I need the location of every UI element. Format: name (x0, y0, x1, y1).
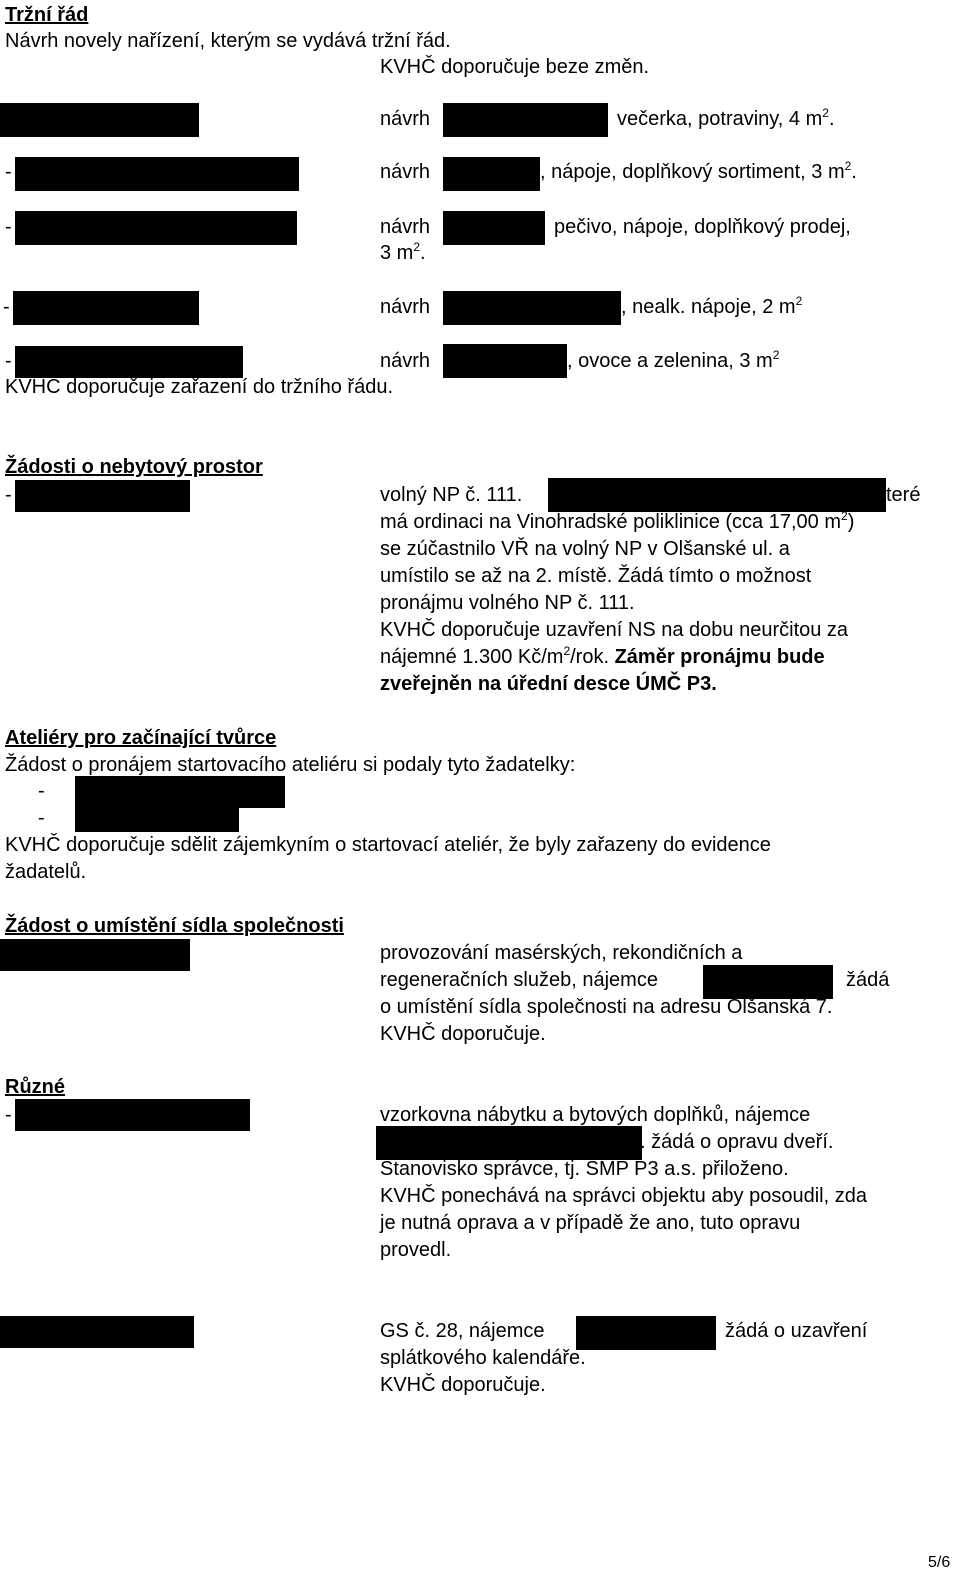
nebytovy-line-1: má ordinaci na Vinohradské poliklinice (cca 17,00 $m^2$) (380, 509, 855, 533)
dash: - (5, 484, 12, 506)
nebytovy-line-6: nájemné 1.300 $Kč/m^2$/rok. Záměr pronájmu bude (380, 644, 825, 668)
ateliery-recommendation-2: žadatelů. (5, 861, 87, 883)
nebytovy-line-3: umístilo se až na 2. místě. Žádá tímto o možnost (380, 565, 812, 587)
redaction-block (75, 804, 239, 832)
navrh-label: návrh (380, 296, 431, 318)
navrh-label: návrh (380, 350, 431, 372)
dash: - (5, 161, 12, 183)
redaction-block (15, 480, 190, 512)
redaction-block (0, 939, 190, 971)
dash: - (5, 1104, 12, 1126)
redaction-block (13, 291, 199, 325)
redaction-block (376, 1126, 642, 1160)
ruzne-line-3: Stanovisko správce, tj. SMP P3 a.s. přiloženo. (380, 1158, 789, 1180)
redaction-block (15, 157, 299, 191)
trzni-rad-item-1: večerka, potraviny, 4 $m^2$. (617, 106, 835, 130)
dash: - (3, 296, 10, 318)
sidlo-line-4: KVHČ doporučuje. (380, 1023, 546, 1045)
trzni-rad-recommendation: KVHČ doporučuje zařazení do tržního řádu. (5, 376, 393, 398)
trzni-rad-intro: Návrh novely nařízení, kterým se vydává tržní řád. (5, 30, 451, 52)
sidlo-line-2a: regeneračních služeb, nájemce (380, 969, 658, 991)
trzni-rad-item-3: pečivo, nápoje, doplňkový prodej, (554, 216, 851, 238)
nebytovy-lead: volný NP č. 111. (380, 484, 523, 506)
redaction-block (443, 103, 608, 137)
nebytovy-line-4: pronájmu volného NP č. 111. (380, 592, 635, 614)
ruzne-line-5: je nutná oprava a v případě že ano, tuto opravu (380, 1212, 801, 1234)
nebytovy-bold-1: Záměr pronájmu bude (614, 646, 825, 668)
redaction-block (443, 291, 621, 325)
nebytovy-bold-2: zveřejněn na úřední desce ÚMČ P3. (380, 673, 717, 695)
ateliery-intro: Žádost o pronájem startovacího ateliéru si podaly tyto žadatelky: (5, 754, 576, 776)
trzni-rad-item-2: , nápoje, doplňkový sortiment, 3 $m^2$. (540, 159, 857, 183)
ruzne-line-1: vzorkovna nábytku a bytových doplňků, nájemce (380, 1104, 811, 1126)
nebytovy-line-5: KVHČ doporučuje uzavření NS na dobu neurčitou za (380, 619, 849, 641)
sidlo-line-2b: žádá (846, 969, 890, 991)
dash: - (38, 807, 45, 829)
sidlo-heading: Žádost o umístění sídla společnosti (5, 915, 344, 937)
trzni-rad-recommendation-intro: KVHČ doporučuje beze změn. (380, 56, 650, 78)
navrh-label: návrh (380, 108, 431, 130)
dash: - (5, 350, 12, 372)
redaction-block (15, 1099, 250, 1131)
redaction-block (0, 103, 199, 137)
ruzne-line-6: provedl. (380, 1239, 452, 1261)
trzni-rad-item-5: , ovoce a zelenina, 3 $m^2$ (567, 348, 780, 372)
ruzne-line-4: KVHČ ponechává na správci objektu aby posoudil, zda (380, 1185, 867, 1207)
gs-line-1a: GS č. 28, nájemce (380, 1320, 545, 1342)
redaction-block (443, 211, 545, 245)
gs-line-1b: žádá o uzavření (725, 1320, 868, 1342)
sidlo-line-3: o umístění sídla společnosti na adresu Olšanská 7. (380, 996, 833, 1018)
navrh-label: návrh (380, 161, 431, 183)
dash: - (5, 216, 12, 238)
gs-line-3: KVHČ doporučuje. (380, 1374, 546, 1396)
redaction-block (576, 1316, 716, 1350)
redaction-block (443, 157, 540, 191)
trzni-rad-heading: Tržní řád (5, 4, 89, 26)
page-number: 5/6 (928, 1554, 951, 1571)
redaction-block (15, 211, 297, 245)
sidlo-line-1: provozování masérských, rekondičních a (380, 942, 743, 964)
ateliery-heading: Ateliéry pro začínající tvůrce (5, 727, 277, 749)
redaction-block (0, 1316, 194, 1348)
trzni-rad-item-3-cont: 3 $m^2$. (380, 240, 426, 264)
ruzne-line-2: . žádá o opravu dveří. (640, 1131, 834, 1153)
nebytovy-line-2: se zúčastnilo VŘ na volný NP v Olšanské ul. a (380, 538, 790, 560)
nebytovy-prostor-heading: Žádosti o nebytový prostor (5, 456, 263, 478)
gs-line-2: splátkového kalendáře. (380, 1347, 586, 1369)
nebytovy-lead-end: které (876, 484, 921, 506)
ruzne-heading: Různé (5, 1076, 65, 1098)
redaction-block (443, 344, 567, 378)
dash: - (38, 780, 45, 802)
redaction-block (548, 478, 886, 512)
navrh-label: návrh (380, 216, 431, 238)
ateliery-recommendation-1: KVHČ doporučuje sdělit zájemkyním o startovací ateliér, že byly zařazeny do evidence (5, 834, 771, 856)
trzni-rad-item-4: , nealk. nápoje, 2 $m^2$ (621, 294, 803, 318)
